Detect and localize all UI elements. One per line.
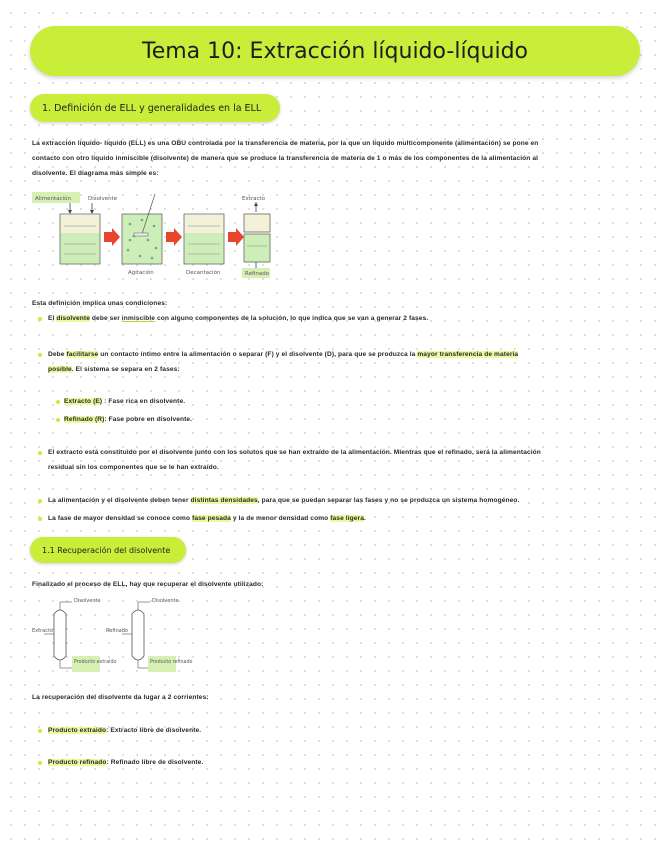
solvent-recovery-diagram: [30, 592, 200, 674]
conditions-intro: Esta definición implica unas condiciones:: [32, 300, 168, 307]
extracto-label: Extracto: [242, 196, 266, 202]
alimentacion-label: Alimentación: [35, 196, 71, 202]
section-heading-1-1: 1.1 Recuperación del disolvente: [30, 537, 186, 563]
col1-left-label: Extracto: [32, 628, 53, 634]
agitacion-label: Agitación: [128, 270, 154, 276]
bullet-dot: [38, 317, 42, 321]
bullet-4: La alimentación y el disolvente deben tener distintas densidades, para que se puedan separar las fases y no se produzca un sistema homogéneo.: [48, 497, 520, 504]
sub-bullet-dot: [56, 418, 60, 422]
bullet-dot: [38, 517, 42, 521]
decantacion-label: Decantación: [186, 270, 221, 276]
stream-1: Producto extraído: Extracto libre de disolvente.: [48, 727, 202, 734]
stream-2: Producto refinado: Refinado libre de disolvente.: [48, 759, 204, 766]
vessel-agitation: [122, 214, 162, 264]
bullet-2: Debe facilitarse un contacto íntimo entre la alimentación o separar (F) y el disolvente (D), para que se produzca la mayor transferencia de materia posible. El sistema se separa en 2 fases:: [48, 351, 519, 373]
bullet-dot: [38, 499, 42, 503]
sub-bullet-dot: [56, 400, 60, 404]
bullet-1: El disolvente debe ser inmiscible con alguno componentes de la solución, lo que indica que se van a generar 2 fases.: [48, 315, 429, 322]
refinado-label: Refinado: [245, 271, 270, 277]
bullet-dot: [38, 451, 42, 455]
col1-top-label: Disolvente: [74, 598, 101, 604]
intro-paragraph: La extracción líquido- líquido (ELL) es una OBU controlada por la transferencia de materia, por la que un líquido multicomponente (alimentación) se pone en contacto con otro líquido inmiscible (disolvente) de manera que se produce la transferencia de materia de 1 o más de los componentes de la alimentación al disolvente. El diagrama más simple es:: [32, 140, 539, 177]
bullet-dot: [38, 761, 42, 765]
vessel-raffinate: [244, 234, 270, 262]
section-heading-1: 1. Definición de ELL y generalidades en la ELL: [30, 94, 280, 122]
sub-bullet-extracto: Extracto (E) : Fase rica en disolvente.: [64, 398, 186, 405]
page-title: Tema 10: Extracción líquido-líquido: [30, 26, 640, 76]
arrow-3: [228, 228, 244, 246]
arrow-2: [166, 228, 182, 246]
col2-bottom-label: Producto refinado: [150, 660, 193, 665]
column-2: [132, 610, 144, 660]
bullet-5: La fase de mayor densidad se conoce como fase pesada y la de menor densidad como fase ligera.: [48, 515, 366, 522]
sub-bullet-refinado: Refinado (R): Fase pobre en disolvente.: [64, 416, 193, 423]
col2-top-label: Disolvente: [152, 598, 179, 604]
ell-process-diagram: [30, 188, 280, 280]
bullet-dot: [38, 729, 42, 733]
recovery-streams-intro: La recuperación del disolvente da lugar a 2 corrientes:: [32, 694, 209, 701]
col1-bottom-label: Producto extraído: [74, 660, 117, 665]
col2-left-label: Refinado: [106, 628, 128, 634]
column-1: [54, 610, 66, 660]
bullet-dot: [38, 353, 42, 357]
recovery-intro: Finalizado el proceso de ELL, hay que recuperar el disolvente utilizado:: [32, 581, 264, 588]
arrow-1: [104, 228, 120, 246]
disolvente-label: Disolvente: [88, 196, 118, 202]
vessel-extract: [244, 214, 270, 232]
bullet-3: El extracto está constituido por el disolvente junto con los solutos que se han extraído de la alimentación. Mientras que el refinado, será la alimentación residual sin los componentes que se le han extraído.: [48, 449, 541, 471]
